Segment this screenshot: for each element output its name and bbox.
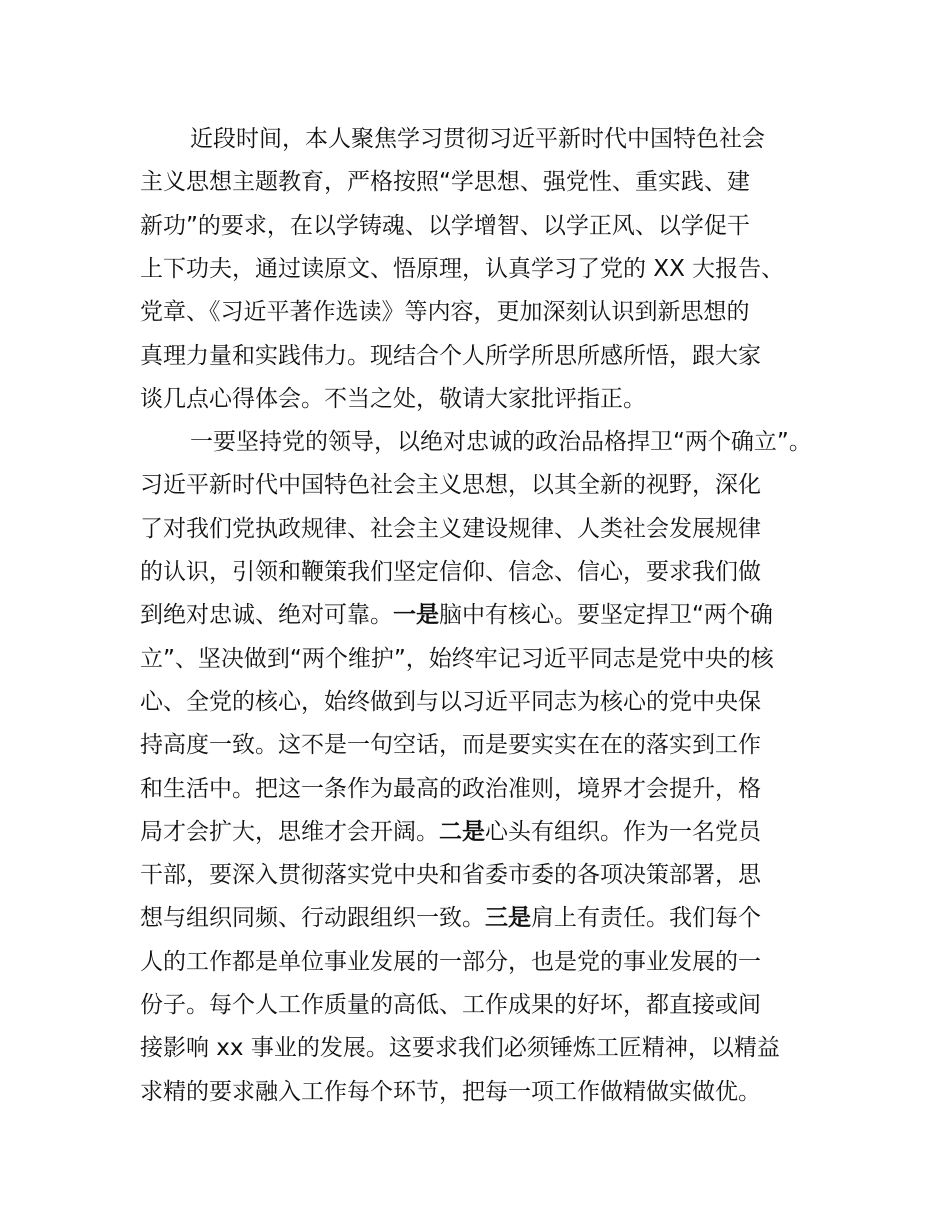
- bold-marker: 一是: [393, 602, 439, 629]
- paragraph-1-line-6: [140, 336, 761, 376]
- paragraph-2-line-7: [140, 682, 761, 722]
- text-segment: 份子。每个人工作质量的高低、工作成果的好坏，都直接或间: [140, 992, 761, 1018]
- paragraph-2-line-13: [140, 942, 761, 982]
- paragraph-1-line-5: [140, 292, 750, 332]
- text-segment: 肩上有责任。我们每个: [531, 905, 761, 932]
- text-segment: 到绝对忠诚、绝对可靠。: [140, 602, 393, 629]
- text-segment: 一要坚持党的领导，以绝对忠诚的政治品格捍卫“两个确立”。: [190, 429, 812, 456]
- bold-marker: 三是: [485, 905, 531, 932]
- paragraph-2-line-12: [140, 898, 761, 938]
- paragraph-2-line-15: [140, 1028, 780, 1068]
- text-segment: 持高度一致。这不是一句空话，而是要实实在在的落实到工作: [140, 732, 761, 759]
- text-segment: 新功”的要求，在以学铸魂、以学增智、以学正风、以学促干: [140, 212, 750, 239]
- paragraph-2-line-11: [140, 855, 761, 895]
- bold-marker: 二是: [439, 818, 485, 845]
- text-segment: 脑中有核心。要坚定捍卫“两个确: [439, 602, 773, 629]
- paragraph-2-line-16: [140, 1072, 761, 1112]
- paragraph-2-line-6: [140, 639, 774, 679]
- paragraph-1-line-1: [190, 119, 765, 159]
- paragraph-2-line-1: [190, 422, 812, 462]
- text-segment: 真理力量和实践伟力。现结合个人所学所思所感所悟，跟大家: [140, 342, 761, 369]
- paragraph-2-line-5: [140, 595, 773, 635]
- text-segment: 干部，要深入贯彻落实党中央和省委市委的各项决策部署，思: [140, 862, 761, 889]
- text-segment: 主义思想主题教育，严格按照“学思想、强党性、重实践、建: [140, 169, 750, 196]
- text-segment: 谈几点心得体会。不当之处，敬请大家批评指正。: [140, 385, 646, 412]
- text-segment: 人的工作都是单位事业发展的一部分，也是党的事业发展的一: [140, 948, 761, 975]
- text-segment: 近段时间，本人聚焦学习贯彻习近平新时代中国特色社会: [190, 126, 765, 152]
- paragraph-1-line-2: [140, 162, 750, 202]
- text-segment: 党章、《习近平著作选读》等内容，更加深刻认识到新思想的: [140, 299, 750, 326]
- paragraph-2-line-10: [140, 812, 761, 852]
- text-segment: 立”、坚决做到“两个维护”，始终牢记习近平同志是党中央的核: [140, 645, 774, 672]
- paragraph-1-line-3: [140, 206, 750, 246]
- text-segment: 心头有组织。作为一名党员: [485, 818, 761, 845]
- text-segment: 上下功夫，通过读原文、悟原理，认真学习了党的 XX 大报告、: [140, 255, 785, 282]
- text-segment: 的认识，引领和鞭策我们坚定信仰、信念、信心，要求我们做: [140, 559, 761, 585]
- text-segment: 接影响 xx 事业的发展。这要求我们必须锤炼工匠精神，以精益: [140, 1035, 780, 1062]
- paragraph-2-line-4: [140, 552, 761, 592]
- text-segment: 心、全党的核心，始终做到与以习近平同志为核心的党中央保: [140, 688, 761, 715]
- paragraph-2-line-8: [140, 725, 761, 765]
- paragraph-2-line-9: [140, 769, 761, 809]
- text-segment: 习近平新时代中国特色社会主义思想，以其全新的视野，深化: [140, 472, 761, 499]
- text-segment: 和生活中。把这一条作为最高的政治准则，境界才会提升，格: [140, 775, 761, 802]
- text-segment: 想与组织同频、行动跟组织一致。: [140, 905, 485, 932]
- paragraph-2-line-2: [140, 465, 761, 505]
- paragraph-1-line-4: [140, 249, 784, 289]
- text-segment: 了对我们党执政规律、社会主义建设规律、人类社会发展规律: [140, 515, 761, 542]
- text-segment: 局才会扩大，思维才会开阔。: [140, 818, 439, 845]
- paragraph-2-line-3: [140, 509, 761, 549]
- paragraph-2-line-14: [140, 985, 761, 1025]
- text-segment: 求精的要求融入工作每个环节，把每一项工作做精做实做优。: [140, 1078, 761, 1105]
- paragraph-1-line-7: [140, 379, 646, 419]
